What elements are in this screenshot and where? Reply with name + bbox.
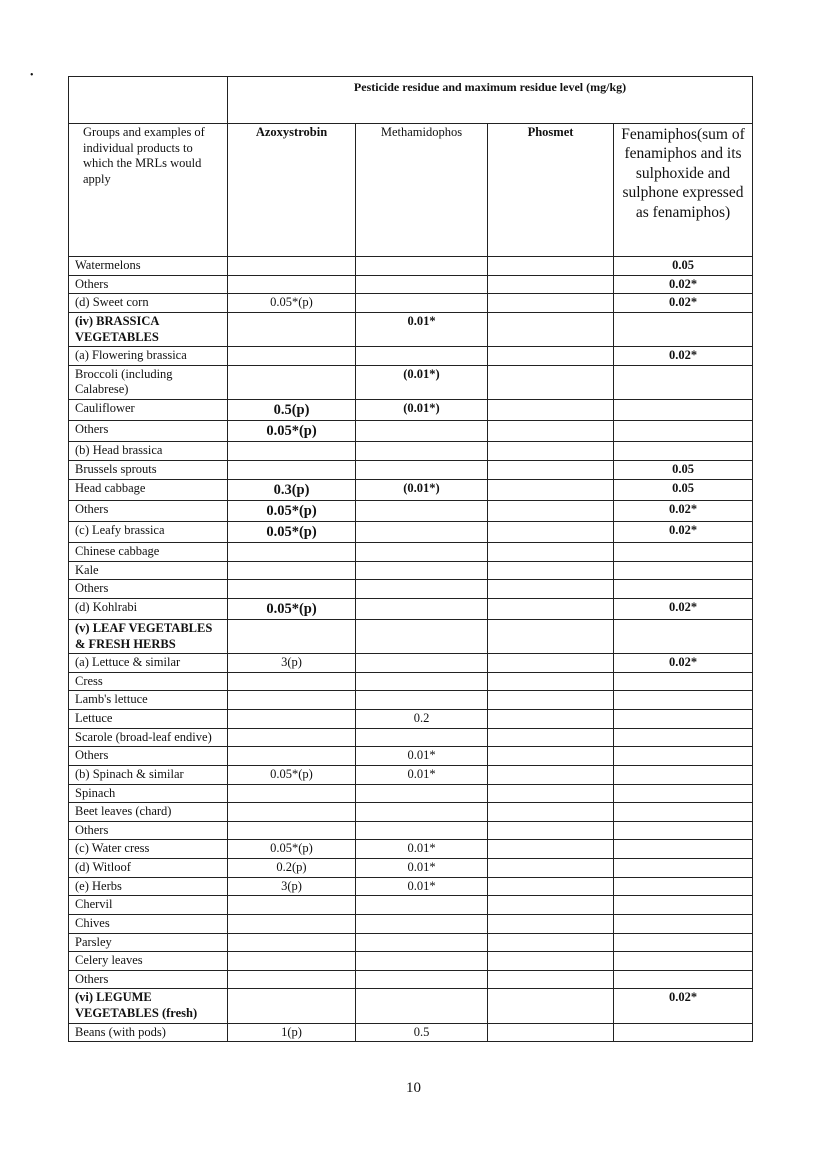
- table-row: [69, 914, 753, 933]
- table-row: [69, 877, 753, 896]
- phosmet-value: [488, 1023, 614, 1042]
- table-row: [69, 521, 753, 542]
- phosmet-value: [488, 691, 614, 710]
- row-name: Chinese cabbage: [69, 542, 228, 561]
- methamidophos-value: [356, 442, 488, 461]
- table-row: [69, 442, 753, 461]
- methamidophos-value: [356, 784, 488, 803]
- methamidophos-value: [356, 619, 488, 653]
- header-fenamiphos: Fenamiphos(sum of fenamiphos and its sulphoxide and sulphone expressed as fenamiphos): [614, 124, 753, 257]
- table-row: [69, 672, 753, 691]
- table-row: [69, 747, 753, 766]
- fenamiphos-value: [614, 561, 753, 580]
- azoxystrobin-value: [228, 347, 356, 366]
- fenamiphos-value: [614, 952, 753, 971]
- fenamiphos-value: [614, 933, 753, 952]
- phosmet-value: [488, 542, 614, 561]
- azoxystrobin-value: [228, 619, 356, 653]
- table-row: [69, 933, 753, 952]
- methamidophos-value: [356, 654, 488, 673]
- fenamiphos-value: [614, 400, 753, 421]
- table-row: [69, 500, 753, 521]
- methamidophos-value: 0.01*: [356, 840, 488, 859]
- azoxystrobin-value: [228, 803, 356, 822]
- fenamiphos-value: 0.02*: [614, 275, 753, 294]
- azoxystrobin-value: [228, 542, 356, 561]
- table-row: [69, 989, 753, 1023]
- phosmet-value: [488, 347, 614, 366]
- row-name: Head cabbage: [69, 479, 228, 500]
- methamidophos-value: 0.2: [356, 710, 488, 729]
- phosmet-value: [488, 460, 614, 479]
- methamidophos-value: [356, 598, 488, 619]
- fenamiphos-value: 0.05: [614, 479, 753, 500]
- azoxystrobin-value: 0.05*(p): [228, 765, 356, 784]
- azoxystrobin-value: [228, 672, 356, 691]
- phosmet-value: [488, 400, 614, 421]
- fenamiphos-value: [614, 442, 753, 461]
- methamidophos-value: [356, 294, 488, 313]
- methamidophos-value: [356, 257, 488, 276]
- azoxystrobin-value: 0.05*(p): [228, 294, 356, 313]
- methamidophos-value: [356, 542, 488, 561]
- azoxystrobin-value: [228, 710, 356, 729]
- table-row: [69, 542, 753, 561]
- azoxystrobin-value: [228, 933, 356, 952]
- fenamiphos-value: 0.02*: [614, 294, 753, 313]
- table-row: [69, 257, 753, 276]
- azoxystrobin-value: [228, 989, 356, 1023]
- row-name: Others: [69, 500, 228, 521]
- fenamiphos-value: [614, 896, 753, 915]
- header-group: Groups and examples of individual products to which the MRLs would apply: [69, 124, 228, 257]
- row-name: (vi) LEGUME VEGETABLES (fresh): [69, 989, 228, 1023]
- row-name: Cress: [69, 672, 228, 691]
- azoxystrobin-value: 1(p): [228, 1023, 356, 1042]
- fenamiphos-value: [614, 710, 753, 729]
- table-row: [69, 561, 753, 580]
- table-row: [69, 970, 753, 989]
- phosmet-value: [488, 275, 614, 294]
- table-row: [69, 275, 753, 294]
- phosmet-value: [488, 521, 614, 542]
- fenamiphos-value: 0.02*: [614, 598, 753, 619]
- azoxystrobin-value: 0.05*(p): [228, 421, 356, 442]
- phosmet-value: [488, 561, 614, 580]
- phosmet-value: [488, 747, 614, 766]
- methamidophos-value: 0.01*: [356, 859, 488, 878]
- methamidophos-value: [356, 803, 488, 822]
- phosmet-value: [488, 312, 614, 346]
- fenamiphos-value: [614, 970, 753, 989]
- table-row: [69, 691, 753, 710]
- phosmet-value: [488, 598, 614, 619]
- row-name: Spinach: [69, 784, 228, 803]
- azoxystrobin-value: 0.3(p): [228, 479, 356, 500]
- azoxystrobin-value: 0.05*(p): [228, 840, 356, 859]
- fenamiphos-value: [614, 312, 753, 346]
- row-name: (iv) BRASSICA VEGETABLES: [69, 312, 228, 346]
- azoxystrobin-value: [228, 896, 356, 915]
- row-name: (c) Water cress: [69, 840, 228, 859]
- row-name: (c) Leafy brassica: [69, 521, 228, 542]
- phosmet-value: [488, 859, 614, 878]
- row-name: Others: [69, 275, 228, 294]
- row-name: Others: [69, 747, 228, 766]
- methamidophos-value: [356, 561, 488, 580]
- methamidophos-value: [356, 672, 488, 691]
- azoxystrobin-value: [228, 442, 356, 461]
- fenamiphos-value: [614, 542, 753, 561]
- phosmet-value: [488, 619, 614, 653]
- table-row: [69, 294, 753, 313]
- fenamiphos-value: [614, 672, 753, 691]
- phosmet-value: [488, 421, 614, 442]
- phosmet-value: [488, 365, 614, 399]
- row-name: Others: [69, 970, 228, 989]
- phosmet-value: [488, 580, 614, 599]
- table-row: [69, 347, 753, 366]
- row-name: Chervil: [69, 896, 228, 915]
- methamidophos-value: [356, 933, 488, 952]
- azoxystrobin-value: [228, 952, 356, 971]
- azoxystrobin-value: 0.05*(p): [228, 598, 356, 619]
- phosmet-value: [488, 784, 614, 803]
- row-name: (b) Spinach & similar: [69, 765, 228, 784]
- methamidophos-value: 0.01*: [356, 747, 488, 766]
- row-name: (a) Lettuce & similar: [69, 654, 228, 673]
- row-name: Lamb's lettuce: [69, 691, 228, 710]
- fenamiphos-value: [614, 914, 753, 933]
- header-methamidophos: Methamidophos: [356, 124, 488, 257]
- phosmet-value: [488, 803, 614, 822]
- row-name: Others: [69, 421, 228, 442]
- table-title: Pesticide residue and maximum residue level (mg/kg): [228, 77, 753, 124]
- header-azoxystrobin: Azoxystrobin: [228, 124, 356, 257]
- table-row: [69, 619, 753, 653]
- row-name: (d) Sweet corn: [69, 294, 228, 313]
- row-name: Broccoli (including Calabrese): [69, 365, 228, 399]
- fenamiphos-value: [614, 691, 753, 710]
- azoxystrobin-value: [228, 365, 356, 399]
- methamidophos-value: [356, 728, 488, 747]
- phosmet-value: [488, 952, 614, 971]
- row-name: Watermelons: [69, 257, 228, 276]
- row-name: Beet leaves (chard): [69, 803, 228, 822]
- methamidophos-value: 0.01*: [356, 877, 488, 896]
- row-name: (a) Flowering brassica: [69, 347, 228, 366]
- table-row: [69, 654, 753, 673]
- table-row: [69, 952, 753, 971]
- table-row: [69, 400, 753, 421]
- fenamiphos-value: [614, 365, 753, 399]
- table-row: [69, 598, 753, 619]
- methamidophos-value: [356, 347, 488, 366]
- fenamiphos-value: [614, 747, 753, 766]
- table-row: [69, 1023, 753, 1042]
- phosmet-value: [488, 654, 614, 673]
- azoxystrobin-value: [228, 970, 356, 989]
- methamidophos-value: [356, 821, 488, 840]
- phosmet-value: [488, 877, 614, 896]
- azoxystrobin-value: 0.2(p): [228, 859, 356, 878]
- phosmet-value: [488, 442, 614, 461]
- table-row: [69, 710, 753, 729]
- fenamiphos-value: [614, 877, 753, 896]
- azoxystrobin-value: [228, 275, 356, 294]
- fenamiphos-value: [614, 803, 753, 822]
- phosmet-value: [488, 294, 614, 313]
- table-row: [69, 840, 753, 859]
- fenamiphos-value: [614, 765, 753, 784]
- azoxystrobin-value: 3(p): [228, 877, 356, 896]
- azoxystrobin-value: 0.05*(p): [228, 500, 356, 521]
- mrl-table: [68, 76, 753, 1042]
- azoxystrobin-value: [228, 914, 356, 933]
- fenamiphos-value: 0.02*: [614, 521, 753, 542]
- empty-corner-cell: [69, 77, 228, 124]
- row-name: (e) Herbs: [69, 877, 228, 896]
- azoxystrobin-value: [228, 580, 356, 599]
- table-row: [69, 580, 753, 599]
- table-row: [69, 312, 753, 346]
- azoxystrobin-value: [228, 257, 356, 276]
- methamidophos-value: 0.01*: [356, 765, 488, 784]
- azoxystrobin-value: [228, 747, 356, 766]
- methamidophos-value: [356, 500, 488, 521]
- table-row: [69, 460, 753, 479]
- row-name: Others: [69, 821, 228, 840]
- azoxystrobin-value: [228, 821, 356, 840]
- phosmet-value: [488, 672, 614, 691]
- azoxystrobin-value: [228, 561, 356, 580]
- fenamiphos-value: 0.05: [614, 257, 753, 276]
- methamidophos-value: [356, 952, 488, 971]
- fenamiphos-value: [614, 1023, 753, 1042]
- table-row: [69, 784, 753, 803]
- row-name: Others: [69, 580, 228, 599]
- methamidophos-value: [356, 970, 488, 989]
- table-row: [69, 896, 753, 915]
- fenamiphos-value: 0.05: [614, 460, 753, 479]
- azoxystrobin-value: [228, 691, 356, 710]
- row-name: (v) LEAF VEGETABLES & FRESH HERBS: [69, 619, 228, 653]
- table-title-row: [69, 77, 753, 124]
- row-name: Brussels sprouts: [69, 460, 228, 479]
- table-row: [69, 821, 753, 840]
- column-header-row: [69, 124, 753, 257]
- fenamiphos-value: [614, 784, 753, 803]
- phosmet-value: [488, 257, 614, 276]
- table-row: [69, 365, 753, 399]
- phosmet-value: [488, 970, 614, 989]
- row-name: (d) Witloof: [69, 859, 228, 878]
- fenamiphos-value: [614, 821, 753, 840]
- phosmet-value: [488, 840, 614, 859]
- row-name: Cauliflower: [69, 400, 228, 421]
- azoxystrobin-value: 0.05*(p): [228, 521, 356, 542]
- methamidophos-value: 0.5: [356, 1023, 488, 1042]
- fenamiphos-value: 0.02*: [614, 654, 753, 673]
- methamidophos-value: [356, 421, 488, 442]
- row-name: Chives: [69, 914, 228, 933]
- azoxystrobin-value: [228, 728, 356, 747]
- table-row: [69, 859, 753, 878]
- row-name: Beans (with pods): [69, 1023, 228, 1042]
- row-name: Scarole (broad-leaf endive): [69, 728, 228, 747]
- methamidophos-value: [356, 521, 488, 542]
- methamidophos-value: [356, 989, 488, 1023]
- azoxystrobin-value: [228, 312, 356, 346]
- phosmet-value: [488, 914, 614, 933]
- azoxystrobin-value: 0.5(p): [228, 400, 356, 421]
- methamidophos-value: (0.01*): [356, 400, 488, 421]
- margin-mark: •: [30, 70, 34, 81]
- row-name: Lettuce: [69, 710, 228, 729]
- methamidophos-value: 0.01*: [356, 312, 488, 346]
- phosmet-value: [488, 821, 614, 840]
- row-name: Celery leaves: [69, 952, 228, 971]
- methamidophos-value: [356, 580, 488, 599]
- table-row: [69, 803, 753, 822]
- table-row: [69, 728, 753, 747]
- row-name: Parsley: [69, 933, 228, 952]
- fenamiphos-value: [614, 840, 753, 859]
- methamidophos-value: [356, 275, 488, 294]
- fenamiphos-value: 0.02*: [614, 989, 753, 1023]
- methamidophos-value: [356, 914, 488, 933]
- phosmet-value: [488, 765, 614, 784]
- fenamiphos-value: 0.02*: [614, 347, 753, 366]
- methamidophos-value: [356, 691, 488, 710]
- methamidophos-value: (0.01*): [356, 365, 488, 399]
- phosmet-value: [488, 728, 614, 747]
- row-name: (d) Kohlrabi: [69, 598, 228, 619]
- phosmet-value: [488, 479, 614, 500]
- phosmet-value: [488, 933, 614, 952]
- fenamiphos-value: [614, 421, 753, 442]
- row-name: Kale: [69, 561, 228, 580]
- methamidophos-value: [356, 460, 488, 479]
- methamidophos-value: [356, 896, 488, 915]
- methamidophos-value: (0.01*): [356, 479, 488, 500]
- fenamiphos-value: [614, 859, 753, 878]
- table-row: [69, 479, 753, 500]
- phosmet-value: [488, 710, 614, 729]
- phosmet-value: [488, 500, 614, 521]
- fenamiphos-value: [614, 728, 753, 747]
- page-number: 10: [406, 1080, 421, 1096]
- azoxystrobin-value: [228, 460, 356, 479]
- table-row: [69, 765, 753, 784]
- phosmet-value: [488, 989, 614, 1023]
- phosmet-value: [488, 896, 614, 915]
- table-row: [69, 421, 753, 442]
- fenamiphos-value: [614, 580, 753, 599]
- azoxystrobin-value: 3(p): [228, 654, 356, 673]
- fenamiphos-value: 0.02*: [614, 500, 753, 521]
- fenamiphos-value: [614, 619, 753, 653]
- header-phosmet: Phosmet: [488, 124, 614, 257]
- row-name: (b) Head brassica: [69, 442, 228, 461]
- azoxystrobin-value: [228, 784, 356, 803]
